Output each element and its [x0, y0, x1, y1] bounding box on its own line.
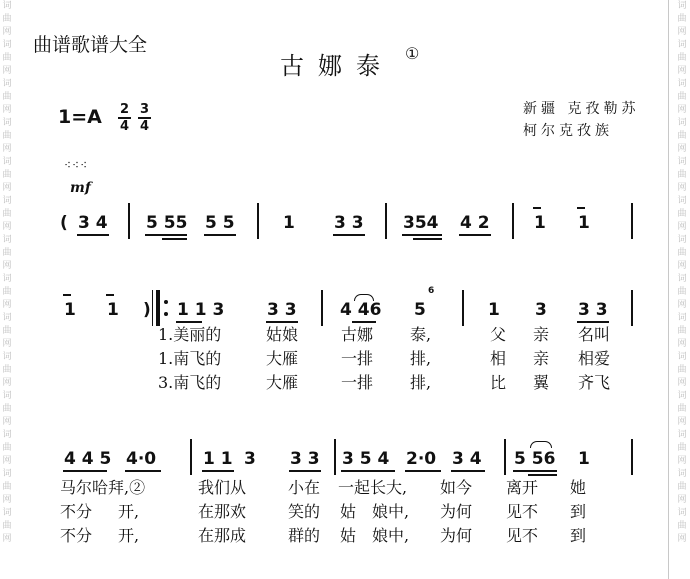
watermark-glyph: 曲	[677, 248, 687, 258]
r1-m3-notes-b: 3 3	[334, 213, 364, 233]
tempo-marking: ⁖⁖⁖	[64, 158, 89, 172]
watermark-glyph: 词	[677, 79, 687, 89]
dynamic-marking: mf	[70, 180, 91, 196]
r1-m5-note-a: 1	[534, 213, 546, 233]
site-name: 曲谱歌谱大全	[33, 34, 148, 56]
lyric: 齐飞	[578, 373, 611, 392]
title-footnote-mark: ①	[405, 44, 420, 63]
watermark-glyph: 网	[2, 144, 12, 154]
watermark-glyph: 曲	[677, 443, 687, 453]
lyric: 姑娘	[266, 325, 299, 344]
watermark-glyph: 网	[2, 339, 12, 349]
lyric: 一起长大,	[338, 478, 408, 497]
watermark-glyph: 网	[677, 144, 687, 154]
watermark-glyph: 网	[2, 105, 12, 115]
r3-m1-notes-b: 4·0	[126, 449, 157, 469]
r2-m2-notes-b: 3 3	[267, 300, 297, 320]
r2-m4-note-b: 3	[535, 300, 547, 320]
watermark-glyph: 曲	[677, 53, 687, 63]
watermark-glyph: 网	[677, 222, 687, 232]
watermark-glyph: 曲	[2, 209, 12, 219]
watermark-glyph: 曲	[2, 131, 12, 141]
watermark-glyph: 网	[677, 300, 687, 310]
time2-numerator: 3	[139, 102, 150, 117]
watermark-glyph: 网	[2, 183, 12, 193]
watermark-glyph: 网	[2, 27, 12, 37]
watermark-glyph: 词	[2, 157, 12, 167]
watermark-glyph: 网	[677, 534, 687, 544]
lyric: 娘中,	[372, 526, 410, 545]
lyric: 群的	[288, 526, 321, 545]
page-border-right	[668, 0, 669, 579]
watermark-glyph: 网	[677, 339, 687, 349]
lyric: 名叫	[578, 325, 611, 344]
watermark-glyph: 曲	[2, 92, 12, 102]
watermark-glyph: 网	[677, 456, 687, 466]
watermark-glyph: 词	[2, 469, 12, 479]
watermark-glyph: 词	[2, 196, 12, 206]
watermark-glyph: 网	[2, 222, 12, 232]
watermark-glyph: 词	[677, 430, 687, 440]
intro-paren: (	[60, 213, 68, 233]
lyric: 为何	[440, 526, 473, 545]
watermark-glyph: 网	[2, 66, 12, 76]
watermark-glyph: 曲	[677, 92, 687, 102]
watermark-glyph: 曲	[677, 365, 687, 375]
time1-denominator: 4	[119, 119, 130, 134]
lyric: 泰,	[410, 325, 432, 344]
r3-m4-note-b: 1	[578, 449, 590, 469]
watermark-glyph: 词	[2, 40, 12, 50]
watermark-glyph: 网	[677, 417, 687, 427]
lyric: 古娜	[341, 325, 374, 344]
watermark-glyph: 网	[677, 495, 687, 505]
r3-m4-notes-a: 5 56	[514, 449, 556, 469]
r3-m1-notes-a: 4 4 5	[64, 449, 112, 469]
lyric: 到	[570, 526, 587, 545]
lyric: 排,	[410, 373, 432, 392]
lyric: 亲	[533, 349, 550, 368]
lyric: 在那成	[198, 526, 247, 545]
lyric: 3.南飞的	[158, 373, 222, 392]
watermark-glyph: 词	[2, 118, 12, 128]
watermark-glyph: 曲	[2, 287, 12, 297]
watermark-glyph: 曲	[677, 287, 687, 297]
watermark-glyph: 词	[2, 430, 12, 440]
repeat-barline-thick	[156, 290, 160, 326]
r1-m5-note-b: 1	[578, 213, 590, 233]
grace-note: 6	[428, 286, 435, 296]
lyric: 如今	[440, 478, 473, 497]
watermark-glyph: 曲	[677, 14, 687, 24]
r1-m2-notes-a: 5 55	[146, 213, 188, 233]
r1-m4-notes-b: 4 2	[460, 213, 490, 233]
r3-m3-notes-a: 3 5 4	[342, 449, 390, 469]
watermark-glyph: 词	[2, 1, 12, 11]
lyric: 开,	[118, 526, 140, 545]
watermark-glyph: 词	[677, 469, 687, 479]
watermark-glyph: 曲	[677, 482, 687, 492]
r1-m3-note-a: 1	[283, 213, 295, 233]
watermark-glyph: 词	[2, 235, 12, 245]
r2-m1-note-a: 1	[64, 300, 76, 320]
lyric: 离开	[506, 478, 539, 497]
lyric: 开,	[118, 502, 140, 521]
watermark-glyph: 网	[677, 183, 687, 193]
lyric: 相	[490, 349, 507, 368]
watermark-glyph: 曲	[2, 53, 12, 63]
lyric: 父	[490, 325, 507, 344]
watermark-glyph: 网	[2, 261, 12, 271]
watermark-glyph: 曲	[677, 521, 687, 531]
watermark-glyph: 词	[2, 79, 12, 89]
lyric: 她	[570, 478, 587, 497]
watermark-glyph: 词	[677, 508, 687, 518]
watermark-glyph: 词	[677, 118, 687, 128]
watermark-glyph: 网	[677, 66, 687, 76]
watermark-glyph: 词	[2, 274, 12, 284]
time-signature-3-4	[138, 103, 151, 133]
watermark-glyph: 曲	[2, 170, 12, 180]
lyric: 1.美丽的	[158, 325, 222, 344]
watermark-glyph: 曲	[2, 248, 12, 258]
watermark-column-left	[0, 0, 14, 546]
watermark-glyph: 网	[2, 378, 12, 388]
watermark-glyph: 曲	[2, 404, 12, 414]
r2-m3-notes-a: 4 46	[340, 300, 382, 320]
watermark-glyph: 词	[677, 352, 687, 362]
r2-m1-note-b: 1	[107, 300, 119, 320]
watermark-glyph: 网	[2, 495, 12, 505]
lyric: 大雁	[266, 373, 299, 392]
watermark-glyph: 词	[2, 352, 12, 362]
watermark-glyph: 网	[2, 300, 12, 310]
source-ethnicity: 柯尔克孜族	[523, 123, 613, 139]
watermark-glyph: 词	[677, 157, 687, 167]
watermark-glyph: 词	[2, 508, 12, 518]
lyric: 一排	[341, 373, 374, 392]
lyric: 小在	[288, 478, 321, 497]
lyric: 不分	[60, 526, 93, 545]
watermark-glyph: 曲	[2, 326, 12, 336]
watermark-glyph: 曲	[2, 14, 12, 24]
r3-m3-notes-b: 2·0	[406, 449, 437, 469]
lyric: 大雁	[266, 349, 299, 368]
watermark-glyph: 曲	[677, 326, 687, 336]
lyric: 翼	[533, 373, 550, 392]
watermark-glyph: 词	[2, 313, 12, 323]
lyric: 娘中,	[372, 502, 410, 521]
time1-numerator: 2	[119, 102, 130, 117]
r1-m2-notes-b: 5 5	[205, 213, 235, 233]
intro-paren-close: )	[143, 300, 151, 320]
lyric: 比	[490, 373, 507, 392]
watermark-glyph: 网	[677, 105, 687, 115]
lyric: 姑	[340, 502, 357, 521]
r3-m2-note-b: 3	[244, 449, 256, 469]
watermark-column-right	[675, 0, 689, 546]
watermark-glyph: 网	[677, 378, 687, 388]
watermark-glyph: 词	[677, 196, 687, 206]
watermark-glyph: 曲	[2, 365, 12, 375]
lyric: 姑	[340, 526, 357, 545]
lyric: 马尔哈拜,②	[60, 478, 146, 497]
watermark-glyph: 曲	[677, 131, 687, 141]
watermark-glyph: 曲	[677, 404, 687, 414]
lyric: 相爱	[578, 349, 611, 368]
watermark-glyph: 网	[677, 27, 687, 37]
watermark-glyph: 词	[677, 1, 687, 11]
watermark-glyph: 曲	[2, 482, 12, 492]
lyric: 亲	[533, 325, 550, 344]
watermark-glyph: 网	[2, 456, 12, 466]
watermark-glyph: 曲	[677, 209, 687, 219]
watermark-glyph: 曲	[2, 443, 12, 453]
r3-m2-notes-c: 3 3	[290, 449, 320, 469]
time-signature-2-4	[118, 103, 131, 133]
r2-m4-notes-c: 3 3	[578, 300, 608, 320]
watermark-glyph: 词	[677, 40, 687, 50]
lyric: 我们从	[198, 478, 247, 497]
r3-m2-notes-a: 1 1	[203, 449, 233, 469]
lyric: 笑的	[288, 502, 321, 521]
lyric: 1.南飞的	[158, 349, 222, 368]
r1-m1-notes: 3 4	[78, 213, 108, 233]
r2-m3-note-b: 5	[414, 300, 426, 320]
source-region: 新疆 克孜勒苏	[523, 101, 640, 117]
time2-denominator: 4	[139, 119, 150, 134]
r2-m2-notes-a: 1 1 3	[177, 300, 225, 320]
lyric: 为何	[440, 502, 473, 521]
r1-m4-notes-a: 354	[403, 213, 439, 233]
key-signature: 1=A	[58, 106, 102, 128]
r2-m4-note-a: 1	[488, 300, 500, 320]
lyric: 见不	[506, 526, 539, 545]
repeat-barline-thin	[152, 290, 153, 326]
lyric: 排,	[410, 349, 432, 368]
lyric: 见不	[506, 502, 539, 521]
lyric: 在那欢	[198, 502, 247, 521]
watermark-glyph: 曲	[2, 521, 12, 531]
lyric: 一排	[341, 349, 374, 368]
watermark-glyph: 词	[677, 313, 687, 323]
song-title: 古娜泰	[280, 52, 394, 80]
watermark-glyph: 网	[2, 534, 12, 544]
watermark-glyph: 网	[2, 417, 12, 427]
r3-m3-notes-c: 3 4	[452, 449, 482, 469]
watermark-glyph: 词	[2, 391, 12, 401]
watermark-glyph: 词	[677, 274, 687, 284]
watermark-glyph: 曲	[677, 170, 687, 180]
lyric: 到	[570, 502, 587, 521]
watermark-glyph: 词	[677, 391, 687, 401]
watermark-glyph: 词	[677, 235, 687, 245]
lyric: 不分	[60, 502, 93, 521]
watermark-glyph: 网	[677, 261, 687, 271]
